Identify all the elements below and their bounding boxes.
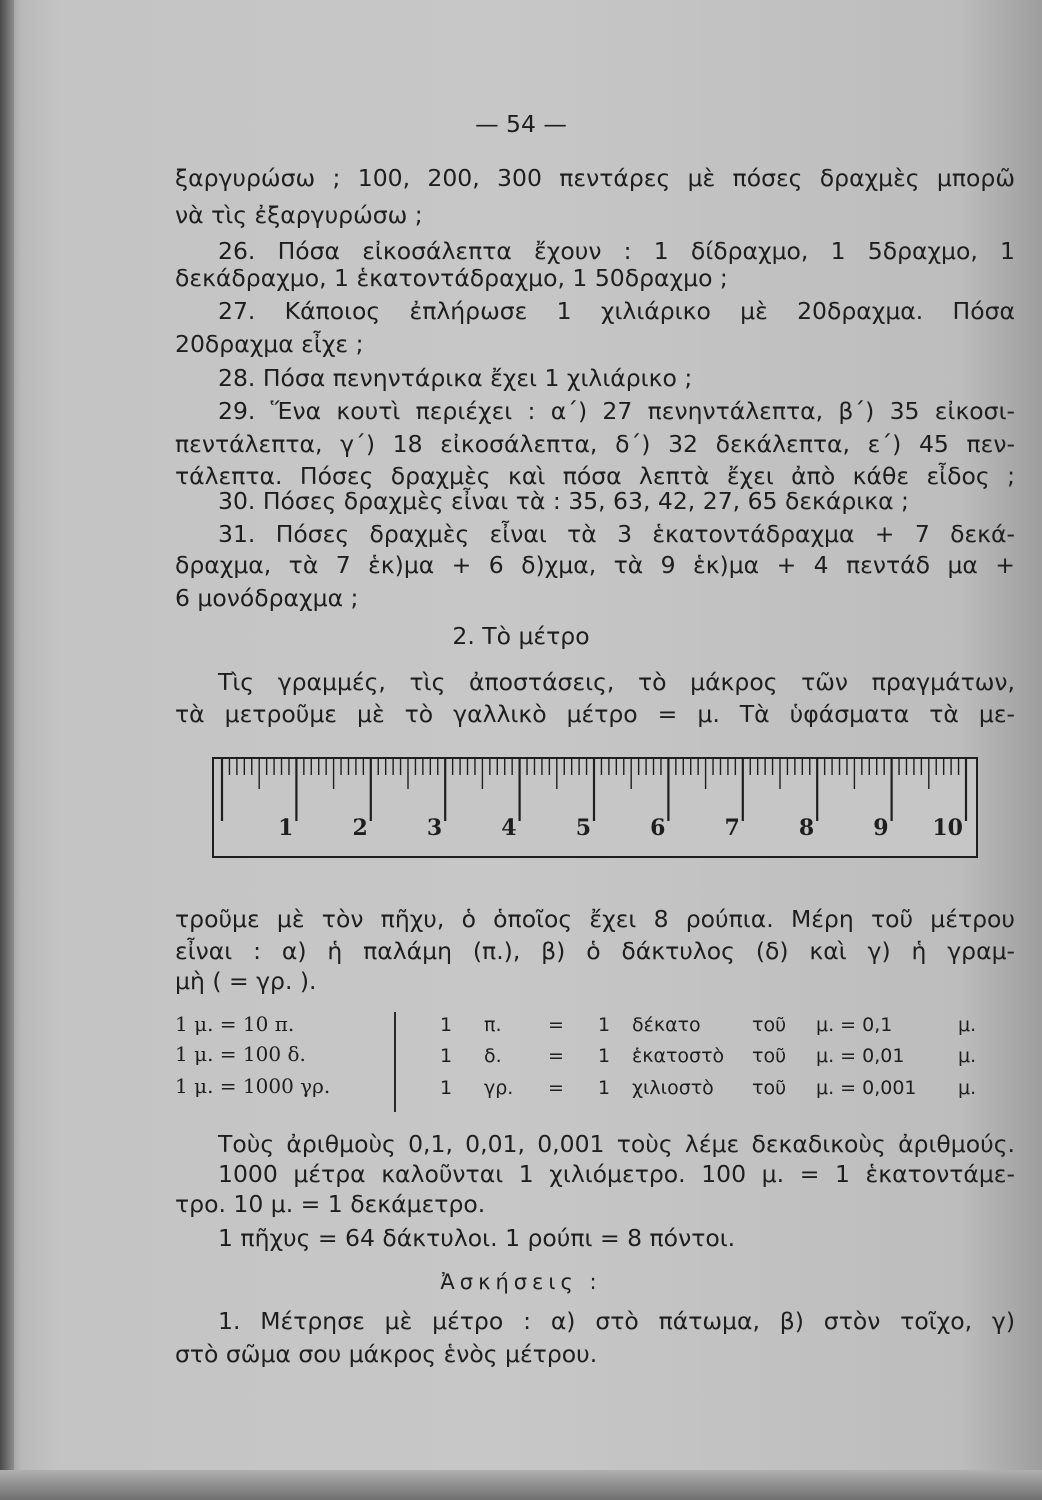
cell: 1 (598, 1045, 611, 1067)
cell: μ. = 0,001 (816, 1077, 917, 1099)
ruler-number: 4 (501, 815, 517, 841)
text-line: τροῦμε μὲ τὸν πῆχυ, ὁ ὁποῖος ἔχει 8 ρούπια. Μέρη τοῦ μέτρου (175, 905, 1015, 933)
ruler-number: 7 (724, 815, 740, 841)
meter-ruler-illustration (212, 757, 978, 858)
conversion-left: 1 μ. = 100 δ. (175, 1042, 306, 1066)
ruler-number: 9 (873, 815, 889, 841)
text-line: νὰ τὶς ἐξαργυρώσω ; (175, 201, 423, 229)
ruler-number: 3 (426, 815, 443, 841)
cell: τοῦ (752, 1077, 787, 1099)
cell: μ. (958, 1045, 977, 1067)
text-line: Τοὺς ἀριθμοὺς 0,1, 0,01, 0,001 τοὺς λέμε δεκαδικοὺς ἀριθμούς. (218, 1130, 1015, 1158)
page-bottom-edge (0, 1470, 1042, 1500)
ruler-number: 8 (798, 815, 815, 841)
cell: = (548, 1045, 564, 1067)
cell: ἑκατοστὸ (632, 1045, 725, 1067)
cell: μ. = 0,01 (816, 1045, 905, 1067)
cell: 1 (598, 1014, 611, 1036)
cell: δ. (484, 1045, 502, 1067)
text-line: μὴ ( = γρ. ). (175, 967, 317, 995)
cell: 1 (440, 1014, 453, 1036)
ruler-number: 10 (932, 815, 963, 841)
exercise-29: 29. Ἕνα κουτὶ περιέχει : α΄) 27 πενηντάλεπτα, β΄) 35 εἰκοσι- (218, 397, 1015, 425)
cell: γρ. (484, 1077, 514, 1099)
cell: μ. (958, 1014, 977, 1036)
text-line: 1 πῆχυς = 64 δάκτυλοι. 1 ρούπι = 8 πόντοι. (218, 1224, 736, 1252)
cell: = (548, 1014, 564, 1036)
text-line: δραχμα, τὰ 7 ἑκ)μα + 6 δ)χμα, τὰ 9 ἑκ)μα + 4 πεντάδ μα + (175, 551, 1015, 579)
page-number: — 54 — (475, 110, 567, 138)
exercises-heading: Ἀσκήσεις : (440, 1270, 602, 1294)
text-line: δεκάδραχμο, 1 ἑκατοντάδραχμο, 1 50δραχμο ; (175, 264, 728, 292)
ruler-number: 1 (278, 815, 294, 841)
cell: δέκατο (632, 1014, 701, 1036)
exercise-1: 1. Μέτρησε μὲ μέτρο : α) στὸ πάτωμα, β) στὸν τοῖχο, γ) (218, 1307, 1015, 1335)
section-title: 2. Τὸ μέτρο (452, 622, 590, 650)
cell: χιλιοστὸ (632, 1077, 714, 1099)
ruler-number: 2 (352, 815, 368, 841)
text-line: 20δραχμα εἶχε ; (175, 330, 364, 358)
exercise-30: 30. Πόσες δραχμὲς εἶναι τὰ : 35, 63, 42, 27, 65 δεκάρικα ; (218, 487, 909, 515)
text-line: στὸ σῶμα σου μάκρος ἑνὸς μέτρου. (175, 1340, 598, 1368)
ruler-ticks (214, 759, 971, 851)
text-line: πεντάλεπτα, γ΄) 18 εἰκοσάλεπτα, δ΄) 32 δεκάλεπτα, ε΄) 45 πεν- (175, 430, 1015, 458)
cell: μ. = 0,1 (816, 1014, 893, 1036)
section-intro-line: Τὶς γραμμές, τὶς ἀποστάσεις, τὸ μάκρος τῶν πραγμάτων, (218, 668, 1015, 696)
exercise-28: 28. Πόσα πενηντάρικα ἔχει 1 χιλιάρικο ; (218, 364, 693, 392)
section-intro-line: τὰ μετροῦμε μὲ τὸ γαλλικὸ μέτρο = μ. Τὰ ὑφάσματα τὰ με- (175, 700, 1015, 728)
text-line: 6 μονόδραχμα ; (175, 584, 359, 612)
cell: μ. (958, 1077, 977, 1099)
text-line: ξαργυρώσω ; 100, 200, 300 πεντάρες μὲ πόσες δραχμὲς μπορῶ (175, 164, 1015, 192)
text-line: τρο. 10 μ. = 1 δεκάμετρο. (175, 1190, 486, 1218)
ruler-number: 6 (650, 815, 666, 841)
exercise-27: 27. Κάποιος ἐπλήρωσε 1 χιλιάρικο μὲ 20δραχμα. Πόσα (218, 297, 1015, 325)
cell: 1 (598, 1077, 611, 1099)
cell: π. (484, 1014, 502, 1036)
conversion-left: 1 μ. = 10 π. (175, 1012, 295, 1036)
ruler-number: 5 (575, 815, 591, 841)
table-divider (394, 1012, 396, 1112)
cell: = (548, 1077, 564, 1099)
exercise-26: 26. Πόσα εἰκοσάλεπτα ἔχουν : 1 δίδραχμο, 1 5δραχμο, 1 (218, 237, 1015, 265)
text-line: εἶναι : α) ἡ παλάμη (π.), β) ὁ δάκτυλος (δ) καὶ γ) ἡ γραμ- (175, 937, 1015, 965)
cell: τοῦ (752, 1045, 787, 1067)
conversion-left: 1 μ. = 1000 γρ. (175, 1074, 331, 1098)
cell: 1 (440, 1077, 453, 1099)
text-line: τάλεπτα. Πόσες δραχμὲς καὶ πόσα λεπτὰ ἔχει ἀπὸ κάθε εἶδος ; (175, 462, 1015, 490)
exercise-31: 31. Πόσες δραχμὲς εἶναι τὰ 3 ἑκατοντάδραχμα + 7 δεκά- (218, 520, 1015, 548)
cell: τοῦ (752, 1014, 787, 1036)
cell: 1 (440, 1045, 453, 1067)
text-line: 1000 μέτρα καλοῦνται 1 χιλιόμετρο. 100 μ. = 1 ἑκατοντάμε- (218, 1160, 1015, 1188)
